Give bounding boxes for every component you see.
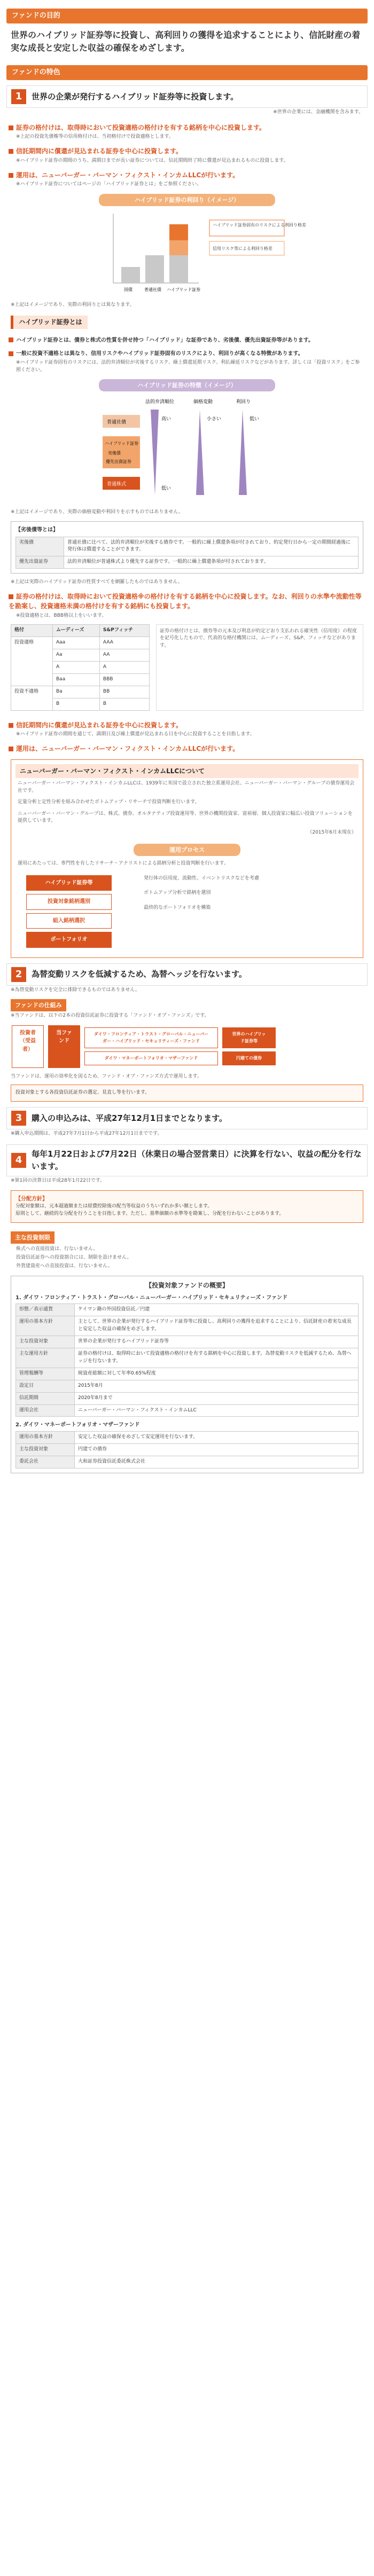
rank-t2: 優先出資証券 [16, 556, 64, 569]
rating-cell: B [99, 698, 149, 710]
nb-title: ニューバーガー・バーマン・フィクスト・インカムLLCについて [15, 764, 359, 779]
rating-ig: 投資適格 [11, 637, 53, 686]
bullet-3-text: 運用は、ニューバーガー・バーマン・フィクスト・インカムLLCが行います。 [16, 171, 239, 179]
h-price: 価格変動 [193, 399, 213, 405]
bar-hybrid-credit [169, 240, 188, 255]
rating-cell: A [99, 661, 149, 673]
hybrid-desc-1 [6, 336, 368, 345]
desc-3: 最終的なポートフォリオを構築 [144, 905, 211, 910]
hybrid-desc-2 [6, 350, 368, 358]
hy1-text: ハイブリッド証券とは、債券と株式の性質を併せ持つ「ハイブリッド」な証券であり、劣後債、優先出資証券等があります。 [16, 337, 314, 343]
bullet-5 [6, 720, 368, 731]
scheme-box: 投資対象とする各投資信託証券の選定、見直し等を行います。 [11, 1085, 363, 1102]
step-4: ポートフォリオ [26, 932, 112, 948]
row-value: 証券の格付けは、取得時において投資適格の格付けを有する銘柄を中心に投資します。為替変動リスクを低減するため、為替ヘッジを行ないます。 [75, 1348, 359, 1368]
row-value: 純資産総額に対して年率0.65%程度 [75, 1368, 359, 1380]
table-row [16, 1304, 359, 1316]
r-pref: 優先出資証券 [106, 459, 131, 465]
table-row [16, 1316, 359, 1336]
rating-cell: AA [99, 649, 149, 661]
rating-nig: 投資不適格 [11, 686, 53, 710]
rank-top: 高い [161, 417, 172, 422]
header-purpose: ファンドの目的 [6, 9, 368, 23]
feature-3 [6, 1107, 368, 1129]
div-2: 原則として、継続的な分配を行うことを目指します。ただし、基準価額の水準等を勘案し、分配を行わないことがあります。 [15, 1211, 284, 1217]
rating-cell: Ba [53, 686, 100, 698]
rank-t1: 劣後債 [16, 537, 64, 556]
arrow-yield [239, 410, 247, 495]
rating-cell: B [53, 698, 100, 710]
row-label: 管理報酬等 [16, 1368, 75, 1380]
feature-2-title: 為替変動リスクを低減するため、為替ヘッジを行ないます。 [32, 969, 247, 979]
overview-table-2 [15, 1431, 359, 1468]
row-label: 信託期間 [16, 1392, 75, 1404]
square-icon [9, 723, 13, 728]
chart1-caption: ハイブリッド証券の利回り（イメージ） [99, 194, 275, 206]
row-label: 運用会社 [16, 1404, 75, 1417]
row-value: 2020年8月まで [75, 1392, 359, 1404]
feature-number-4: 4 [11, 1153, 26, 1168]
feature-4 [6, 1144, 368, 1177]
flow-steps [15, 870, 122, 953]
table-row [16, 1456, 359, 1468]
rating-section [6, 620, 368, 715]
chart2-caption: ハイブリッド証券の特徴（イメージ） [99, 379, 275, 391]
yield-chart [6, 208, 368, 299]
cat-govt: 国債 [124, 287, 133, 293]
feature-1 [6, 85, 368, 108]
restrict-1: 株式への直接投資は、行ないません。 [16, 1246, 98, 1252]
r-sub: 劣後債 [108, 451, 121, 456]
bullet-2-note: ※ハイブリッド証券の期間のうち、満期日までが長い証券については、信託期間終了時に償還が見込まれるものに投資します。 [16, 158, 289, 163]
square-icon [9, 337, 13, 342]
table-row [16, 1443, 359, 1456]
price-top: 小さい [207, 417, 222, 422]
header-features: ファンドの特色 [6, 65, 368, 80]
restrict-2: 投資信託証券への投資割合には、制限を設けません。 [16, 1255, 132, 1261]
square-icon [9, 351, 13, 356]
row-value: 世界の企業が発行するハイブリッド証券等 [75, 1336, 359, 1348]
bullet-4-text: 証券の格付けは、取得時において投資適格※の格付けを有する銘柄を中心に投資します。なお、利回りの水準や流動性等を勘案し、投資適格未満の格付けを有する銘柄にも投資します。 [9, 592, 362, 610]
bullet-1-note: ※上記の投資先債権等の信用格付けは、当初格付けで投資適格とします。 [16, 134, 174, 140]
bar-hybrid-specific [169, 224, 188, 240]
square-icon [9, 173, 13, 178]
scheme-target2: 円建ての債券 [222, 1051, 276, 1065]
square-icon [9, 594, 13, 599]
rank-table [15, 537, 359, 569]
feature-number-3: 3 [11, 1111, 26, 1126]
scheme-hdr: ファンドの仕組み [11, 999, 66, 1011]
desc-2: ボトムアップ分析で銘柄を選別 [144, 890, 211, 896]
square-icon [9, 747, 13, 751]
nb-2: 定量分析と定性分析を組み合わせたボトムアップ・リサーチで投資判断を行います。 [18, 799, 200, 805]
bar-hybrid-base [169, 255, 188, 283]
rating-h1: 格付 [11, 624, 53, 637]
bullet-1-text: 証券の格付けは、取得時において投資適格の格付けを有する銘柄を中心に投資します。 [16, 123, 266, 131]
bullet-4 [6, 592, 368, 611]
feature-2-note: ※為替変動リスクを完全に排除できるものではありません。 [11, 987, 140, 993]
row-label: 主な投資対象 [16, 1336, 75, 1348]
yield-top: 低い [250, 417, 260, 422]
arrow-rank [151, 410, 159, 495]
rating-cell: AAA [99, 637, 149, 649]
bullet-6-text: 運用は、ニューバーガー・バーマン・フィクスト・インカムLLCが行います。 [16, 745, 239, 753]
row-label: 運用の基本方針 [16, 1316, 75, 1336]
feature-4-title: 毎年1月22日および7月22日（休業日の場合翌営業日）に決算を行ない、収益の配分を行ないます。 [32, 1149, 362, 1172]
scheme-targets [84, 1027, 218, 1065]
scheme-target1: 世界のハイブリッド証券等 [222, 1027, 276, 1048]
feature-3-note: ※購入申込期間は、平成27年7月1日から平成27年12月1日までです。 [11, 1131, 162, 1137]
bullet-1 [6, 123, 368, 133]
table-row [16, 1336, 359, 1348]
row-label: 委託会社 [16, 1456, 75, 1468]
cat-hybrid: ハイブリッド証券 [167, 287, 201, 293]
overview-sub2: 2. ダイワ・マネーポートフォリオ・マザーファンド [15, 1422, 140, 1428]
restrict-hdr: 主な投資制限 [11, 1231, 54, 1244]
bullet-5-note: ※ハイブリッド証券の期間を通じて、満期日及び繰上償還が見込まれる日を中心に投資することを目指します。 [16, 732, 255, 737]
step-1: ハイブリッド証券等 [26, 875, 112, 891]
rating-cell: Aaa [53, 637, 100, 649]
row-label: 主な投資対象 [16, 1443, 75, 1456]
feature-2 [6, 963, 368, 986]
row-label: 形態／表示通貨 [16, 1304, 75, 1316]
hy2-text: 一般に投資不適格とは異なり、信用リスクやハイブリッド証券固有のリスクにより、利回りが高くなる特徴があります。 [16, 351, 303, 357]
scheme-note: ※当ファンドは、以下の2本の投資信託証券に投資する「ファンド・オブ・ファンズ」です。 [11, 1013, 209, 1019]
overview-sub1: 1. ダイワ・フロンティア・トラスト・グローバル・ニューバーガー・ハイブリッド・セキュリティーズ・ファンド [15, 1294, 287, 1301]
chart1-note: ※上記はイメージであり、実際の利回りとは異なります。 [11, 302, 135, 308]
h-rank: 法的弁済順位 [145, 399, 175, 405]
step-3: 組入銘柄選択 [26, 913, 112, 929]
rating-cell: A [53, 661, 100, 673]
bullet-2 [6, 146, 368, 156]
legend-2: 信用リスク等による利回り格差 [213, 246, 272, 252]
bar-govt [121, 267, 140, 283]
purpose-text: 世界のハイブリッド証券等に投資し、高利回りの獲得を追求することにより、信託財産の着実な成長と安定した収益の確保をめざします。 [11, 30, 361, 53]
bullet-3-note: ※ハイブリッド証券についてはページの「ハイブリッド証券とは」をご参照ください。 [16, 182, 202, 187]
rating-text: 証券の格付けとは、債券等の元本及び利息が約定どおり支払われる確実性（信用度）の程度を記号化したもので、代表的な格付機関には、ムーディーズ、S&P、フィッチなどがあります。 [156, 624, 363, 711]
scheme-text: 当ファンドは、運用の効率化を図るため、ファンド・オブ・ファンズ方式で運用します。 [11, 1073, 202, 1079]
feature-3-title: 購入の申込みは、平成27年12月1日までとなります。 [32, 1113, 227, 1123]
rating-cell: Aa [53, 649, 100, 661]
nb-1: ニューバーガー・バーマン・フィクスト・インカムLLCは、1939年に米国で設立された独立系運用会社、ニューバーガー・バーマン・グループの債券運用会社です。 [18, 781, 355, 794]
bullet-6 [6, 744, 368, 754]
rank-t1-text: 普通社債に比べて、法的弁済順位が劣後する債券です。一般的に繰上償還条項が付されており、約定発行日から一定の期間経過後に発行体は償還することができます。 [64, 537, 359, 556]
scheme-fundA: ダイワ・フロンティア・トラスト・グローバル・ニューバーガー・ハイブリッド・セキュリティーズ・ファンド [84, 1027, 218, 1048]
feature-number-2: 2 [11, 967, 26, 982]
scheme-fundB: ダイワ・マネーポートフォリオ・マザーファンド [84, 1051, 218, 1065]
table-row [16, 1348, 359, 1368]
nb-3: ニューバーガー・バーマン・グループは、株式、債券、オルタナティブ投資運用等、世界の機関投資家、富裕層、個人投資家に幅広い投資ソリューションを提供しています。 [18, 811, 353, 824]
proc-caption: 運用プロセス [134, 844, 240, 856]
square-icon [9, 149, 13, 154]
restrict-3: 外貨建資産への直接投資は、行ないません。 [16, 1263, 113, 1269]
r-stock: 普通株式 [107, 482, 127, 488]
row-value: 大和証券投資信託委託株式会社 [75, 1456, 359, 1468]
overview-table-1 [15, 1303, 359, 1417]
step-2: 投資対象銘柄選別 [26, 894, 112, 910]
bullet-5-text: 信託期間内に償還が見込まれる証券を中心に投資します。 [16, 721, 183, 729]
rating-h2: ムーディーズ [53, 624, 100, 637]
chart2-note: ※上記はイメージであり、実際の価格変動や利回りを示すものではありません。 [11, 509, 183, 515]
feature-4-note: ※第1回の決算日は平成28年1月22日です。 [11, 1178, 105, 1184]
row-value: ニューバーガー・バーマン・フィクスト・インカムLLC [75, 1404, 359, 1417]
bullet-4-note: ※投資適格とは、BBB格以上をいいます。 [16, 613, 107, 619]
row-label: 運用の基本方針 [16, 1431, 75, 1443]
row-label: 主な運用方針 [16, 1348, 75, 1368]
nb-date: （2015年6月末現在） [307, 829, 356, 835]
r-corp: 普通社債 [107, 420, 127, 426]
rank-box-title: 【劣後債等とは】 [15, 527, 58, 533]
rating-cell: BBB [99, 673, 149, 686]
cat-corp: 普通社債 [144, 287, 161, 293]
table-row [16, 1380, 359, 1392]
rating-h3: S&Pフィッチ [99, 624, 149, 637]
table-row [16, 1404, 359, 1417]
rating-cell: Baa [53, 673, 100, 686]
r-hybrid: ハイブリッド証券 [105, 441, 139, 446]
feature-1-note: ※世界の企業には、金融機関を含みます。 [273, 109, 363, 115]
row-label: 設定日 [16, 1380, 75, 1392]
bullet-2-text: 信託期間内に償還が見込まれる証券を中心に投資します。 [16, 147, 183, 155]
row-value: 安定した収益の確保をめざして安定運用を行ないます。 [75, 1431, 359, 1443]
rank-box [11, 521, 363, 574]
scheme-investor: 投資者（受益者） [12, 1025, 44, 1068]
row-value: 円建ての債券 [75, 1443, 359, 1456]
feature-1-title: 世界の企業が発行するハイブリッド証券等に投資します。 [32, 91, 239, 101]
bar-corp [145, 255, 164, 283]
row-value: ケイマン籍の外国投資信託／円建 [75, 1304, 359, 1316]
rating-table [11, 624, 150, 711]
rating-cell: BB [99, 686, 149, 698]
arrow-price [196, 410, 204, 495]
div-1: 分配対象額は、元本超過額または経費控除後の配当等収益のうちいずれか多い額とします。 [15, 1204, 213, 1210]
table-row [16, 1368, 359, 1380]
hybrid-features-chart [6, 394, 368, 506]
process-flow [15, 870, 359, 953]
table-row [16, 1392, 359, 1404]
rank-t2-text: 法的弁済順位が普通株式より優先する証券です。一般的に繰上償還条項が付されております。 [64, 556, 359, 569]
flow-desc [133, 870, 270, 953]
scheme-diagram [6, 1020, 368, 1073]
overview-box [11, 1276, 363, 1473]
table-row [16, 1431, 359, 1443]
row-value: 2015年8月 [75, 1380, 359, 1392]
rank-low: 低い [161, 486, 172, 492]
scheme-assets [222, 1027, 276, 1065]
div-box [11, 1190, 363, 1223]
desc-1: 発行体の信用度、流動性、イベントリスクなどを考慮 [144, 875, 259, 881]
overview-title: 【投資対象ファンドの概要】 [145, 1282, 229, 1290]
scheme-fund: 当ファンド [48, 1025, 80, 1068]
hybrid-desc-2-note: ※ハイブリッド証券固有のリスクには、法的弁済順位が劣後するリスク、繰上償還延期リスク、利払繰延リスクなどがあります。詳しくは「投資リスク」をご参照ください。 [16, 359, 360, 373]
bullet-3 [6, 170, 368, 180]
feature-number-1: 1 [11, 89, 26, 104]
div-title: 【分配方針】 [15, 1196, 48, 1202]
sub-hybrid: ハイブリッド証券とは [11, 316, 88, 329]
rank-note: ※上記は実際のハイブリッド証券の性質すべてを網羅したものではありません。 [11, 579, 183, 585]
row-value: 主として、世界の企業が発行するハイブリッド証券等に投資し、高利回りの獲得を追求することにより、信託財産の着実な成長と安定した収益の確保をめざします。 [75, 1316, 359, 1336]
legend-1: ハイブリッド証券固有のリスクによる利回り格差 [213, 223, 306, 228]
nb-box [11, 759, 363, 958]
square-icon [9, 125, 13, 130]
h-yield: 利回り [236, 399, 251, 405]
proc-text: 運用にあたっては、専門性を有したリサーチ・アナリストによる銘柄分析と投資判断を行います。 [18, 861, 229, 867]
